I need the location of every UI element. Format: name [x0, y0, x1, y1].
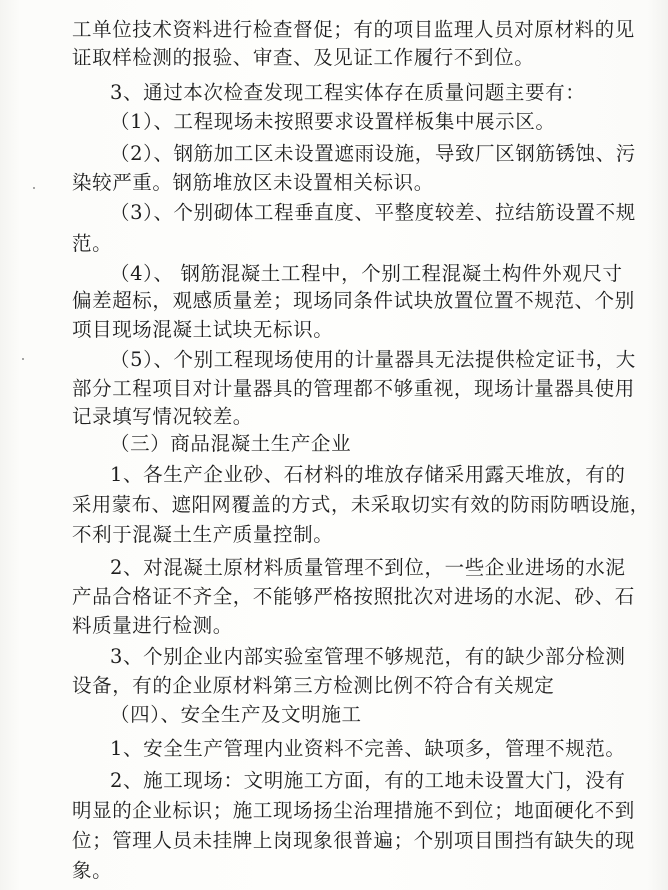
scan-speck	[33, 187, 35, 189]
text-line-14: 记录填写情况较差。	[72, 405, 253, 428]
text-line-7: （3）、个别砌体工程垂直度、平整度较差、拉结筋设置不规	[110, 201, 636, 224]
text-line-11: 项目现场混凝土试块无标识。	[72, 318, 334, 341]
text-line-3: 3、通过本次检查发现工程实体存在质量问题主要有：	[110, 81, 586, 104]
text-line-1: 工单位技术资料进行检查督促；有的项目监理人员对原材料的见	[72, 18, 635, 41]
section-heading-3: （三）商品混凝土生产企业	[110, 432, 352, 455]
text-line-4: （1）、工程现场未按照要求设置样板集中展示区。	[110, 110, 556, 133]
text-line-18: 不利于混凝土生产质量控制。	[72, 523, 334, 546]
text-line-17: 采用蒙布、遮阳网覆盖的方式，未采取切实有效的防雨防晒设施，	[72, 493, 650, 516]
text-line-25: 1、安全生产管理内业资料不完善、缺项多，管理不规范。	[110, 737, 626, 760]
text-line-19: 2、对混凝土原材料质量管理不到位，一些企业进场的水泥	[110, 556, 626, 579]
text-line-29: 象。	[72, 859, 113, 882]
text-line-26: 2、施工现场：文明施工方面，有的工地未设置大门，没有	[110, 769, 626, 792]
text-line-20: 产品合格证不齐全，不能够严格按照批次对进场的水泥、砂、石	[72, 585, 635, 608]
text-line-2: 证取样检测的报验、审查、及见证工作履行不到位。	[72, 46, 535, 69]
text-line-12: （5）、个别工程现场使用的计量器具无法提供检定证书，大	[110, 348, 636, 371]
text-line-13: 部分工程项目对计量器具的管理都不够重视，现场计量器具使用	[72, 377, 635, 400]
text-line-27: 明显的企业标识；施工现场扬尘治理措施不到位；地面硬化不到	[72, 799, 635, 822]
text-line-10: 偏差超标，观感质量差；现场同条件试块放置位置不规范、个别	[72, 289, 635, 312]
text-line-6: 染较严重。钢筋堆放区未设置相关标识。	[72, 171, 434, 194]
text-line-8: 范。	[72, 232, 113, 255]
text-line-9: （4）、 钢筋混凝土工程中，个别工程混凝土构件外观尺寸	[110, 262, 623, 285]
section-heading-4: （四）、安全生产及文明施工	[110, 703, 362, 726]
text-line-28: 位；管理人员未挂牌上岗现象很普遍；个别项目围挡有缺失的现	[72, 829, 635, 852]
text-line-23: 设备，有的企业原材料第三方检测比例不符合有关规定	[72, 674, 555, 697]
text-line-21: 料质量进行检测。	[72, 614, 233, 637]
scan-speck	[22, 358, 24, 360]
text-line-22: 3、个别企业内部实验室管理不够规范，有的缺少部分检测	[110, 645, 626, 668]
text-line-5: （2）、钢筋加工区未设置遮雨设施，导致厂区钢筋锈蚀、污	[110, 142, 636, 165]
text-line-16: 1、各生产企业砂、石材料的堆放存储采用露天堆放，有的	[110, 463, 626, 486]
